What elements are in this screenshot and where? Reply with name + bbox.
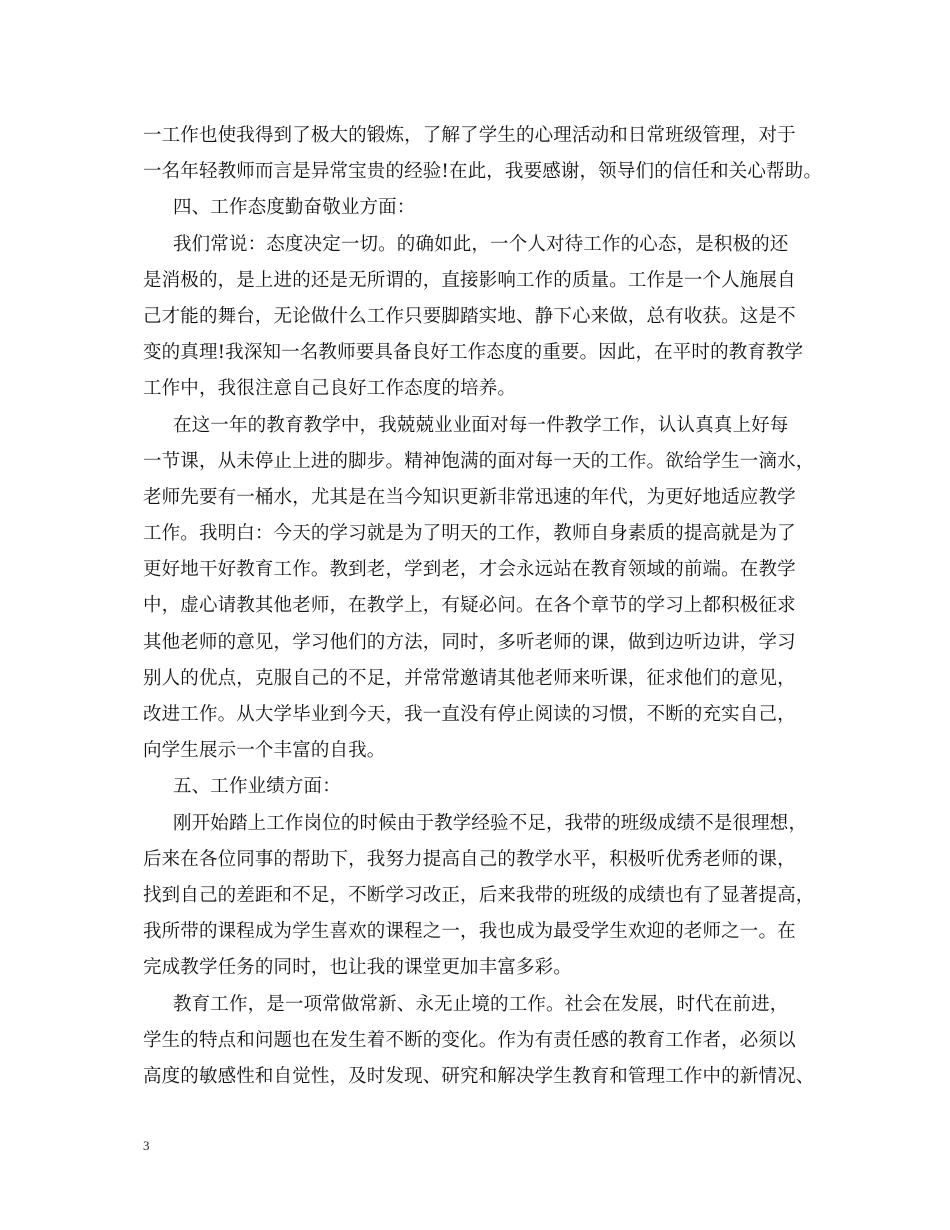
text-line: 己才能的舞台，无论做什么工作只要脚踏实地、静下心来做，总有收获。这是不 — [143, 305, 796, 327]
text-line: 完成教学任务的同时，也让我的课堂更加丰富多彩。 — [143, 957, 572, 979]
page-number: 3 — [143, 1138, 150, 1153]
text-line: 学生的特点和问题也在发生着不断的变化。作为有责任感的教育工作者，必须以 — [143, 1029, 796, 1051]
text-line: 一工作也使我得到了极大的锻炼，了解了学生的心理活动和日常班级管理，对于 — [143, 125, 796, 146]
text-line: 我所带的课程成为学生喜欢的课程之一，我也成为最受学生欢迎的老师之一。在 — [143, 921, 796, 943]
text-line: 教育工作，是一项常做常新、永无止境的工作。社会在发展，时代在前进， — [173, 993, 789, 1015]
text-line: 刚开始踏上工作岗位的时候由于教学经验不足，我带的班级成绩不是很理想， — [173, 812, 808, 834]
text-line: 老师先要有一桶水，尤其是在当今知识更新非常迅速的年代，为更好地适应教学 — [143, 486, 796, 508]
text-line: 高度的敏感性和自觉性，及时发现、研究和解决学生教育和管理工作中的新情况、 — [143, 1065, 815, 1087]
text-line: 在这一年的教育教学中，我兢兢业业面对每一件教学工作，认认真真上好每 — [173, 414, 789, 436]
section-heading: 五、工作业绩方面： — [173, 776, 341, 798]
text-line: 一节课，从未停止上进的脚步。精神饱满的面对每一天的工作。欲给学生一滴水， — [143, 450, 815, 472]
text-line: 找到自己的差距和不足，不断学习改正，后来我带的班级的成绩也有了显著提高， — [143, 884, 815, 906]
body-text — [143, 118, 822, 1095]
text-line: 别人的优点，克服自己的不足，并常常邀请其他老师来听课，征求他们的意见， — [143, 667, 796, 689]
section-heading: 四、工作态度勤奋敬业方面： — [173, 197, 416, 219]
text-line: 工作中，我很注意自己良好工作态度的培养。 — [143, 378, 517, 400]
text-line: 后来在各位同事的帮助下，我努力提高自己的教学水平，积极听优秀老师的课， — [143, 848, 796, 870]
text-line: 一名年轻教师而言是异常宝贵的经验!在此，我要感谢，领导们的信任和关心帮助。 — [143, 161, 822, 183]
text-line: 变的真理!我深知一名教师要具备良好工作态度的重要。因此，在平时的教育教学 — [143, 342, 804, 364]
text-line: 其他老师的意见，学习他们的方法，同时，多听老师的课，做到边听边讲，学习 — [143, 631, 796, 653]
text-line: 中，虚心请教其他老师，在教学上，有疑必问。在各个章节的学习上都积极征求 — [143, 595, 796, 617]
text-line: 改进工作。从大学毕业到今天，我一直没有停止阅读的习惯，不断的充实自己， — [143, 704, 796, 725]
text-line: 向学生展示一个丰富的自我。 — [143, 740, 386, 762]
text-line: 更好地干好教育工作。教到老，学到老，才会永远站在教育领域的前端。在教学 — [143, 559, 796, 581]
text-line: 我们常说：态度决定一切。的确如此，一个人对待工作的心态，是积极的还 — [173, 233, 789, 255]
text-line: 是消极的，是上进的还是无所谓的，直接影响工作的质量。工作是一个人施展自 — [143, 269, 796, 291]
text-line: 工作。我明白：今天的学习就是为了明天的工作，教师自身素质的提高就是为了 — [143, 523, 796, 545]
